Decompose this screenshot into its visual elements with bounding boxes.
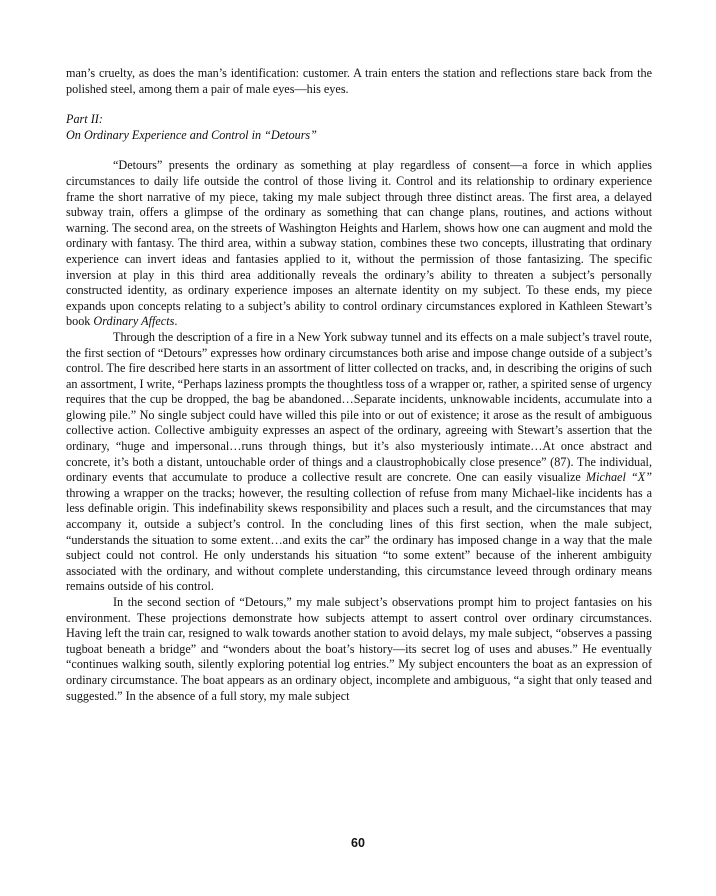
part-label: Part II: (66, 112, 103, 127)
paragraph-2-text: Through the description of a fire in a New York subway tunnel and its effects on a male subject’s travel route, the first section of “Detours” expresses how ordinary circumstances both arise and impose change outside of a subject’s control. The fire described here starts in an assortment of litter collected on tracks, and, in describing the origins of such an assortment, I write, “Perhaps laziness prompts the thoughtless toss of a wrapper or, rather, a spirited sense of urgency requires that the cup be dropped, the bag be abandoned…Separate incidents, unknowable incidents, accumulate into a glowing pile.” No single subject could have willed this pile into or out of existence; it arose as the result of ambiguous collective action. Collective ambiguity expresses an aspect of the ordinary, agreeing with Stewart’s assertion that the ordinary, “huge and impersonal…runs through things, but it’s also mysteriously intimate…At once abstract and concrete, it’s both a distant, untouchable order of things and a claustrophobically close presence” (87). The individual, ordinary events that accumulate to produce a collective result are concrete. One can easily visualize (66, 329, 653, 485)
paragraph-1-text: “Detours” presents the ordinary as something at play regardless of consent—a force in which applies circumstances to daily life outside the control of those living it. Control and its relationship to ordinary experience frame the short narrative of my piece, taking my male subject through three distinct areas. The first area, a delayed subway train, offers a glimpse of the ordinary as something that can change plans, routines, and actions without warning. The second area, on the streets of Washington Heights and Harlem, shows how one can augment and mold the ordinary with fantasy. The third area, within a subway station, combines these two concepts, illustrating that ordinary experience can invert ideas and fantasies applied to it, without the permission of those fantasizing. The specific inversion at play in this third area additionally reveals the ordinary’s ability to threaten a subject’s personally constructed identity, as ordinary experience imposes an alternate identity on my subject. To these ends, my piece expands upon concepts relating to a subject’s ability to control ordinary circumstances explored in Kathleen Stewart’s book (66, 158, 652, 329)
opening-paragraph: man’s cruelty, as does the man’s identification: customer. A train enters the station and reflections stare back from the polished steel, among them a pair of male eyes—his eyes. (66, 66, 652, 96)
paragraph-2-end: throwing a wrapper on the tracks; however, the resulting collection of refuse from many Michael-like incidents has a less definable origin. This indefinability skews responsibility and places such a result, and the circumstances that may accompany it, outside a subject’s control. In the concluding lines of this first section, when the male subject, “understands the situation to some extent…and exits the car” the ordinary has imposed change in a way that the male subject could not control. He only understands his situation “to some extent” because of the inherent ambiguity associated with the ordinary, and without complete understanding, this circumstance leveed through ordinary means remains outside of his control. (66, 485, 652, 594)
book-title-ordinary-affects: Ordinary Affects (93, 314, 175, 329)
section-heading (66, 112, 652, 143)
document-page (66, 66, 652, 704)
character-name-michael-x: Michael “X” (585, 470, 652, 485)
section-title: On Ordinary Experience and Control in “Detours” (66, 127, 317, 142)
body-paragraph-3: In the second section of “Detours,” my male subject’s observations prompt him to project fantasies on his environment. These projections demonstrate how subjects attempt to assert control over ordinary circumstances. Having left the train car, resigned to walk towards another station to avoid delays, my male subject, “observes a passing tugboat beneath a bridge” and “wonders about the boat’s history—its secret log of uses and abuses.” He eventually “continues walking south, silently exploring potential log entries.” My subject encounters the boat as an expression of ordinary circumstance. The boat appears as an ordinary object, incomplete and ambiguous, “a sight that only teased and suggested.” In the absence of a full story, my male subject (66, 595, 652, 703)
paragraph-1-end: . (174, 314, 178, 329)
page-number: 60 (351, 836, 365, 850)
body-paragraph-2 (66, 330, 652, 595)
body-paragraph-1 (66, 158, 652, 330)
